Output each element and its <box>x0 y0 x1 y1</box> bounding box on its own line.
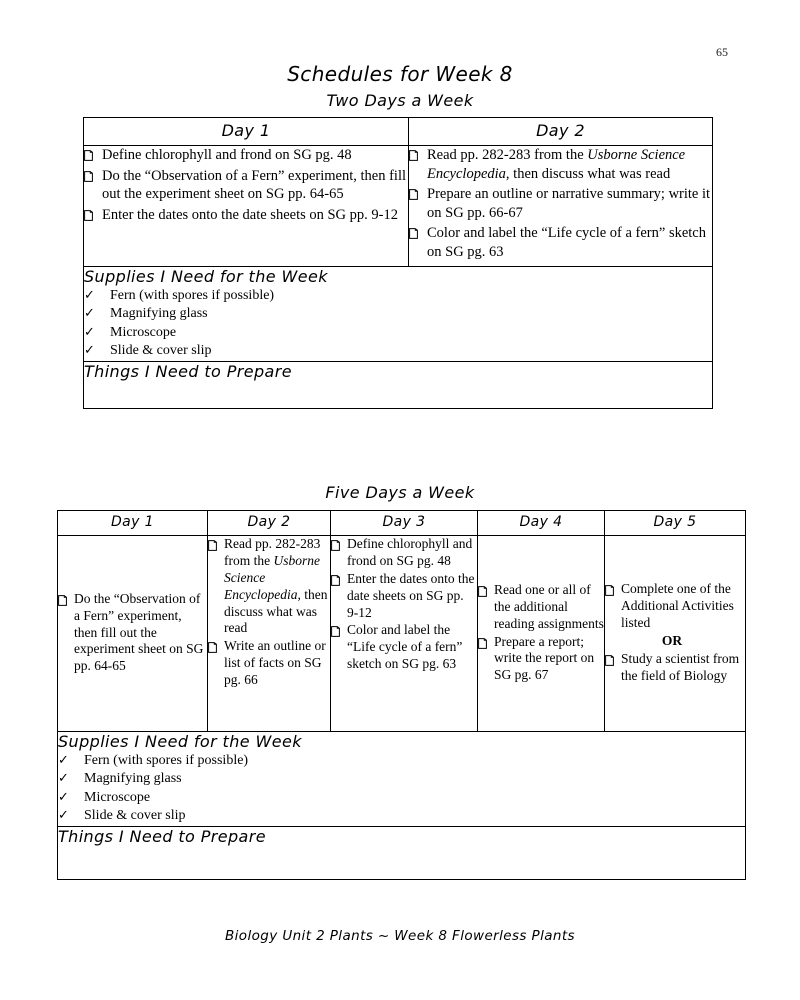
list-item[interactable] <box>84 167 408 204</box>
task-list-day-2 <box>208 536 330 689</box>
checkbox-icon[interactable] <box>605 585 614 596</box>
cell-day-5 <box>605 536 746 732</box>
task-text: Color and label the “Life cycle of a fern” sketch on SG pg. 63 <box>427 225 706 260</box>
or-separator <box>605 633 745 650</box>
column-header-day-4: Day 4 <box>478 511 605 536</box>
list-item[interactable] <box>84 146 408 165</box>
list-item[interactable] <box>331 622 477 673</box>
five-days-schedule-table <box>57 510 746 880</box>
supply-text: Magnifying glass <box>84 771 182 787</box>
supply-text: Slide & cover slip <box>110 343 212 359</box>
task-text: Study a scientist from the field of Biology <box>621 650 740 683</box>
list-item[interactable] <box>409 185 712 222</box>
checkbox-icon[interactable] <box>409 189 418 200</box>
page-footer: Biology Unit 2 Plants ~ Week 8 Flowerless Plants <box>224 928 575 944</box>
list-item[interactable] <box>331 536 477 570</box>
checkbox-icon[interactable] <box>84 210 93 221</box>
checkbox-icon[interactable] <box>409 228 418 239</box>
prepare-title: Things I Need to Prepare <box>84 361 292 381</box>
table-row <box>58 536 746 732</box>
task-text: Enter the dates onto the date sheets on SG pp. 9-12 <box>102 206 398 223</box>
list-item[interactable] <box>478 582 604 633</box>
section-subtitle-two-days: Two Days a Week <box>326 91 474 110</box>
cell-day-4 <box>478 536 605 732</box>
checkbox-icon[interactable] <box>331 626 340 637</box>
task-list-day-3 <box>331 536 477 673</box>
list-item[interactable] <box>84 324 712 342</box>
checkbox-icon[interactable] <box>58 595 67 606</box>
list-item[interactable] <box>331 571 477 622</box>
list-item[interactable] <box>409 224 712 261</box>
supplies-list <box>84 287 712 361</box>
task-list-day-5 <box>605 581 745 684</box>
task-text: Complete one of the Additional Activities listed <box>621 581 734 631</box>
supply-text: Slide & cover slip <box>84 808 186 824</box>
task-list-day-2 <box>409 146 712 261</box>
check-icon: ✓ <box>58 753 69 768</box>
cell-supplies <box>58 732 746 827</box>
task-text: Color and label the “Life cycle of a fern” sketch on SG pg. 63 <box>347 622 463 672</box>
list-item[interactable] <box>409 146 712 183</box>
cell-day-1 <box>58 536 208 732</box>
column-header-day-3: Day 3 <box>331 511 478 536</box>
list-item[interactable] <box>605 651 745 685</box>
or-label: OR <box>661 633 683 648</box>
table-header-row <box>84 118 713 146</box>
supply-text: Fern (with spores if possible) <box>84 753 249 768</box>
task-list-day-4 <box>478 582 604 684</box>
list-item[interactable] <box>58 770 745 788</box>
list-item[interactable] <box>478 634 604 685</box>
checkbox-icon[interactable] <box>208 642 217 653</box>
supply-text: Microscope <box>110 324 177 340</box>
page-number: 65 <box>716 45 728 59</box>
cell-day-3 <box>331 536 478 732</box>
check-icon: ✓ <box>84 324 95 340</box>
page-title: Schedules for Week 8 <box>287 62 513 86</box>
check-icon: ✓ <box>84 306 95 322</box>
checkbox-icon[interactable] <box>478 638 487 649</box>
supplies-row <box>58 732 746 827</box>
prepare-row <box>84 361 713 408</box>
task-text: Read pp. 282-283 from the Usborne Science Encyclopedia, then discuss what was read <box>224 536 328 636</box>
task-text: Do the “Observation of a Fern” experiment, then fill out the experiment sheet on SG pp. 64-65 <box>74 590 204 674</box>
checkbox-icon[interactable] <box>331 540 340 551</box>
task-text: Write an outline or list of facts on SG pg. 66 <box>224 638 326 687</box>
checkbox-icon[interactable] <box>84 171 93 182</box>
list-item[interactable] <box>84 342 712 360</box>
prepare-row <box>58 826 746 879</box>
table-row <box>84 146 713 267</box>
list-item[interactable] <box>58 752 745 770</box>
list-item[interactable] <box>208 638 330 689</box>
supplies-title: Supplies I Need for the Week <box>58 732 302 751</box>
list-item[interactable] <box>84 287 712 305</box>
list-item[interactable] <box>58 591 207 675</box>
task-text: Prepare an outline or narrative summary; write it on SG pp. 66-67 <box>427 186 711 221</box>
supply-text: Magnifying glass <box>110 306 208 322</box>
list-item[interactable] <box>84 305 712 323</box>
section-subtitle-five-days: Five Days a Week <box>325 483 475 502</box>
column-header-day-1: Day 1 <box>84 118 409 146</box>
task-text: Read pp. 282-283 from the Usborne Science Encyclopedia, then discuss what was read <box>427 147 686 182</box>
checkbox-icon[interactable] <box>605 655 614 666</box>
task-text: Prepare a report; write the report on SG pg. 67 <box>494 633 595 683</box>
column-header-day-2: Day 2 <box>409 118 713 146</box>
checkbox-icon[interactable] <box>409 150 418 161</box>
supplies-list <box>58 752 745 826</box>
checkbox-icon[interactable] <box>478 586 487 597</box>
check-icon: ✓ <box>58 808 69 824</box>
task-list-day-1 <box>84 146 408 224</box>
supply-text: Microscope <box>84 789 151 805</box>
task-text: Enter the dates onto the date sheets on SG pp. 9-12 <box>347 570 475 620</box>
task-text: Define chlorophyll and frond on SG pg. 48 <box>347 536 473 568</box>
checkbox-icon[interactable] <box>331 575 340 586</box>
check-icon: ✓ <box>84 343 95 359</box>
list-item[interactable] <box>58 807 745 825</box>
checkbox-icon[interactable] <box>84 150 93 161</box>
task-text: Define chlorophyll and frond on SG pg. 48 <box>102 147 352 163</box>
checkbox-icon[interactable] <box>208 540 217 551</box>
check-icon: ✓ <box>58 789 69 805</box>
cell-prepare[interactable] <box>58 826 746 879</box>
supplies-row <box>84 267 713 362</box>
column-header-day-5: Day 5 <box>605 511 746 536</box>
two-days-schedule-table <box>83 117 713 409</box>
list-item[interactable] <box>58 789 745 807</box>
task-text: Read one or all of the additional reading assignments <box>494 581 604 631</box>
list-item[interactable] <box>84 206 408 225</box>
check-icon: ✓ <box>58 771 69 787</box>
cell-prepare[interactable] <box>84 361 713 408</box>
cell-day-1 <box>84 146 409 267</box>
list-item[interactable] <box>605 581 745 632</box>
check-icon: ✓ <box>84 288 95 303</box>
task-text: Do the “Observation of a Fern” experiment, then fill out the experiment sheet on SG pp. 64-65 <box>102 167 406 203</box>
cell-day-2 <box>409 146 713 267</box>
cell-day-2 <box>208 536 331 732</box>
cell-supplies <box>84 267 713 362</box>
supply-text: Fern (with spores if possible) <box>110 288 275 303</box>
supplies-title: Supplies I Need for the Week <box>84 267 328 286</box>
task-list-day-1 <box>58 591 207 675</box>
column-header-day-1: Day 1 <box>58 511 208 536</box>
column-header-day-2: Day 2 <box>208 511 331 536</box>
prepare-title: Things I Need to Prepare <box>58 826 266 846</box>
list-item[interactable] <box>208 536 330 637</box>
table-header-row <box>58 511 746 536</box>
